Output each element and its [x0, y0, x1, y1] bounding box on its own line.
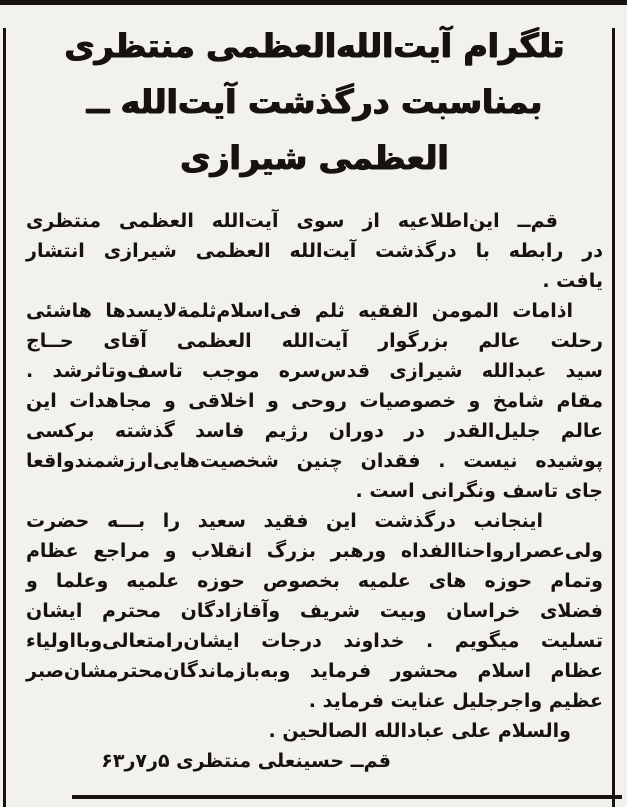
bottom-rule	[72, 795, 622, 799]
article-title	[26, 18, 603, 186]
body-line: جای تاسف ونگرانی است .	[355, 480, 603, 502]
body-line: تسلیت میگویم . خداوند درجات ایشان‌رامتعالی‌وبااولیاء	[26, 630, 603, 652]
body-line: ولی‌عصرارواحناالفداه ورهبر بزرگ انقلاب و مراجع عظام	[26, 540, 603, 562]
paragraph-2	[26, 296, 603, 506]
closing-salutation: والسلام علی عبادالله الصالحین .	[268, 720, 571, 742]
body-line: عظیم واجرجلیل عنایت فرماید .	[308, 690, 603, 712]
body-line: وتمام حوزه های علمیه بخصوص حوزه علمیه وعلما و	[26, 570, 603, 592]
title-line-2: بمناسبت درگذشت آیت‌الله ــ	[86, 82, 543, 121]
title-line-3: العظمی شیرازی	[180, 138, 449, 177]
body-line: اینجانب درگذشت این فقید سعید را بـــه حضرت	[26, 510, 543, 532]
article-body	[26, 206, 603, 776]
right-column-rule	[612, 28, 615, 807]
body-line: در رابطه با درگذشت آیت‌الله العظمی شیرازی انتشار	[26, 240, 603, 262]
article	[26, 18, 603, 776]
body-line: یافت .	[542, 270, 603, 292]
left-column-rule	[3, 28, 6, 807]
body-line: مقام شامخ و خصوصیات روحی و اخلاقی و مجاهدات این	[26, 390, 603, 412]
title-line-1: تلگرام آیت‌الله‌العظمی منتظری	[64, 26, 565, 65]
body-line: عظام اسلام محشور فرماید وبه‌بازماندگان‌محترمشان‌صبر	[26, 660, 603, 682]
body-line: قم‌ــ این‌اطلاعیه از سوی آیت‌الله العظمی منتظری	[26, 210, 558, 232]
body-line: عالم جلیل‌القدر در دوران رژیم فاسد گذشته برکسی	[26, 420, 603, 442]
body-line: رحلت عالم بزرگوار آیت‌الله العظمی آقای حــاج	[26, 330, 603, 352]
body-line: فضلای خراسان وبیت شریف وآقازادگان محترم ایشان	[26, 600, 603, 622]
body-line: اذامات المومن الفقیه ثلم فی‌اسلام‌ثلمةلایسدها هاشئی	[26, 300, 573, 322]
paragraph-3	[26, 506, 603, 716]
top-rule	[0, 0, 627, 5]
signature-line: قم‌ــ حسینعلی منتظری ۵ر۷ر۶۳	[101, 750, 391, 772]
paragraph-1	[26, 206, 603, 296]
body-line: سید عبدالله شیرازی قدس‌سره موجب تاسف‌وتاثرشد .	[26, 360, 603, 382]
body-line: پوشیده نیست . فقدان چنین شخصیت‌هایی‌ارزشمندواقعا	[26, 450, 603, 472]
